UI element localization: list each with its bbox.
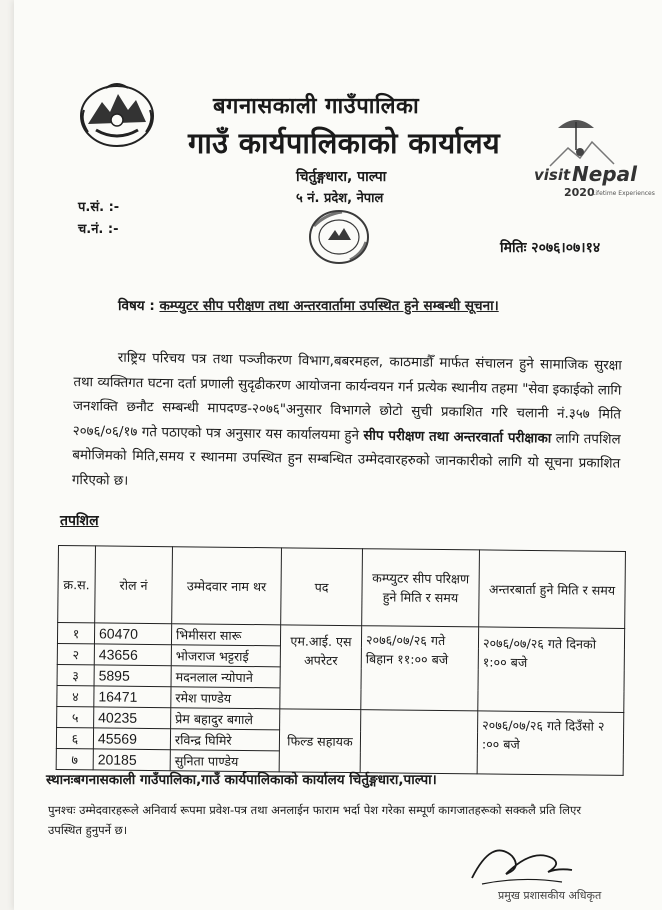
- header-computer-test: कम्प्युटर सीप परिक्षण हुने मिति र समय: [362, 549, 480, 627]
- office-seal-stamp: [306, 206, 372, 268]
- header-post: पद: [281, 548, 363, 626]
- cell-roll: 20185: [93, 749, 170, 771]
- cell-computer-test-group-1: २०७६/०७/२६ गते बिहान ११:०० बजे: [361, 626, 479, 711]
- chalani-number: च.नं. :-: [78, 222, 119, 237]
- header-name: उम्मेदवार नाम थर: [172, 547, 282, 625]
- cell-post-group-1: एम.आई. एस अपरेटर: [280, 625, 362, 710]
- cell-sn: २: [57, 643, 94, 664]
- cell-interview-group-1: २०७६/०७/२६ गते दिनको १:०० बजे: [478, 627, 625, 713]
- municipality-name: बगनासकाली गाउँपालिका: [213, 94, 420, 119]
- cell-sn: ७: [56, 748, 93, 769]
- subject-label: विषय :: [118, 298, 155, 314]
- cell-roll: 60470: [94, 623, 171, 645]
- table-header-row: [58, 546, 626, 629]
- visit-nepal-logo: [528, 108, 655, 204]
- postscript-note: पुनश्चः उम्मेदवारहरूले अनिवार्य रूपमा प्रवेश-पत्र तथा अनलाईन फाराम भर्दा पेश गरेका सम्पूर्ण कागजातहरूको सक्कलै प्रति लिएर उपस्थित हुनुपर्ने छ।: [48, 803, 582, 837]
- address-line-1: चिर्तुङ्गधारा, पाल्पा: [296, 169, 387, 185]
- visit-text: visit: [534, 166, 571, 184]
- subject-line: [118, 296, 499, 314]
- cell-sn: ५: [57, 706, 94, 727]
- tagline-text: Lifetime Experiences: [592, 190, 655, 197]
- signature-mark: [462, 828, 582, 892]
- cell-roll: 5895: [94, 665, 171, 687]
- cell-sn: १: [57, 623, 94, 644]
- body-part-1: राष्ट्रिय परिचय पत्र तथा पञ्जीकरण विभाग,बबरमहल, काठमाडौँ मार्फत संचालन हुने सामाजिक सुरक्षा तथा व्यक्तिगत घटना दर्ता प्रणाली सुदृढीकरण आयोजना कार्यन्वयन गर्न प्रत्येक स्थानीय तहमा "सेवा इकाईको लागि जनशक्ति छनौट सम्बन्धी मापदण्ड-२०७६"अनुसार विभागले छोटो सुची प्रकाशित गरि चलानी नं.३५७ मिति २०७६/०६/१७ गते पठाएको पत्र अनुसार यस कार्यालयमा हुने: [72, 350, 622, 443]
- cell-post-group-2: फिल्ड सहायक: [279, 709, 361, 773]
- cell-name: भोजराज भट्टराई: [171, 645, 280, 667]
- cell-roll: 43656: [94, 644, 171, 666]
- schedule-table: [56, 545, 626, 776]
- header-interview: अन्तरबार्ता हुने मिति र समय: [479, 550, 626, 629]
- nepal-emblem-logo: [78, 80, 156, 150]
- subject-text: कम्प्युटर सीप परीक्षण तथा अन्तरवार्तामा उपस्थित हुने सम्बन्धी सूचना।: [159, 298, 499, 314]
- patra-sankhya: प.सं. :-: [78, 200, 120, 215]
- cell-sn: ६: [56, 727, 93, 748]
- table-title: तपशिल: [60, 513, 99, 529]
- cell-interview-group-2: २०७६/०७/२६ गते दिउँसो २ :०० बजे: [477, 711, 624, 776]
- address-line-2: ५ नं. प्रदेश, नेपाल: [296, 191, 384, 206]
- notice-body: [72, 346, 622, 502]
- cell-roll: 45569: [93, 728, 170, 750]
- cell-sn: ३: [57, 664, 94, 685]
- cell-sn: ४: [57, 685, 94, 706]
- cell-computer-test-group-2: [360, 710, 478, 774]
- header-sn: क्र.स.: [58, 546, 96, 623]
- document-date: मितिः २०७६।०७।१४: [500, 240, 601, 256]
- body-part-2: लागि तपशिल बमोजिमको मिति,समय र स्थानमा उपस्थित हुन सम्बन्धित उम्मेदवारहरुको जानकारीको लागि यो सूचना प्रकाशित गरिएको छ।: [71, 431, 621, 489]
- body-bold: सीप परीक्षण तथा अन्तरवार्ता परीक्षाका: [363, 428, 552, 447]
- signatory-title: प्रमुख प्रशासकीय अधिकृत: [498, 889, 602, 902]
- exam-location: स्थानःबगनासकाली गाउँपालिका,गाउँ कार्यपालिकाको कार्यालय चिर्तुङ्गधारा,पाल्पा।: [46, 772, 437, 788]
- office-name: गाउँ कार्यपालिकाको कार्यालय: [188, 126, 501, 160]
- cell-name: रमेश पाण्डेय: [171, 687, 280, 709]
- cell-name: भिमीसरा सारू: [171, 624, 280, 646]
- nepal-text: Nepal: [572, 162, 637, 186]
- cell-name: सुनिता पाण्डेय: [170, 750, 279, 772]
- cell-name: रविन्द्र घिमिरे: [170, 729, 279, 751]
- cell-roll: 40235: [94, 707, 171, 729]
- cell-name: मदनलाल न्योपाने: [171, 666, 280, 688]
- cell-name: प्रेम बहादुर बगाले: [171, 708, 280, 730]
- year-text: 2020: [564, 186, 595, 199]
- header-roll: रोल नं: [95, 546, 173, 624]
- cell-roll: 16471: [94, 686, 171, 708]
